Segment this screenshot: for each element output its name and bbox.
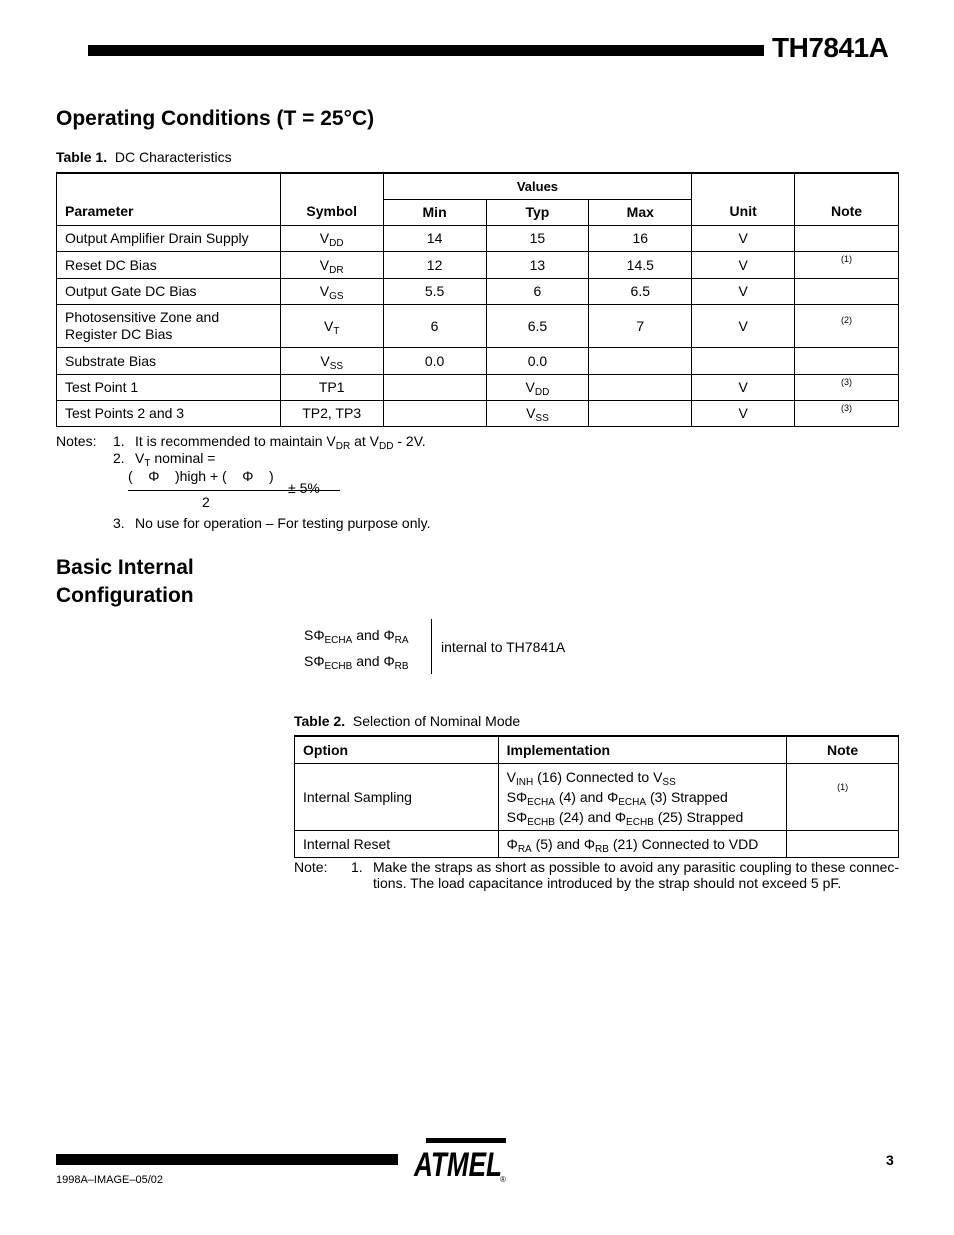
section-heading-operating-conditions: Operating Conditions (T = 25°C) [56, 107, 375, 130]
table-row [57, 400, 899, 426]
header-option: Option [295, 736, 499, 763]
cell-min: 0.0 [383, 347, 486, 374]
cell-symbol: $V_{DR}$ [280, 251, 383, 278]
cell-typ: $V_{DD}$ [486, 374, 589, 400]
note-2: $V_T$ nominal = [135, 450, 216, 469]
note-1: It is recommended to maintain $V_{DR}$ at $V_{DD} - 2V$. [135, 433, 426, 452]
table1-caption-text: DC Characteristics [114, 149, 232, 165]
header-typ: Typ [486, 199, 589, 225]
cell-unit: V [692, 400, 795, 426]
cell-unit: V [692, 304, 795, 347]
cell-parameter: Photosensitive Zone and Register DC Bias [57, 304, 281, 347]
table-row [57, 225, 899, 251]
header-max: Max [589, 199, 692, 225]
cell-note: (2) [795, 304, 899, 347]
note-1-text: Make the straps as short as possible to avoid any parasitic coupling to these connec- tions. The load capacitance introduced by the strap should not exceed 5 pF. [373, 859, 900, 891]
config-line-b: $S\Phi_{ECHB}$ and $\Phi_{RB}$ [304, 653, 409, 672]
cell-implementation: $\Phi_{RA}$ (5) and $\Phi_{RB}$ (21) Connected to VDD [498, 830, 787, 857]
document-code: 1998A–IMAGE–05/02 [56, 1174, 164, 1186]
cell-parameter: Output Gate DC Bias [57, 278, 281, 304]
formula-numerator: ( Φ )high + ( Φ ) [128, 468, 274, 484]
cell-parameter: Reset DC Bias [57, 251, 281, 278]
cell-unit: V [692, 278, 795, 304]
config-divider [431, 619, 432, 674]
cell-unit: V [692, 251, 795, 278]
cell-note: (1) [787, 763, 899, 830]
table1-caption [56, 149, 232, 165]
config-signals [304, 622, 409, 674]
cell-unit: V [692, 374, 795, 400]
cell-option: Internal Reset [295, 830, 499, 857]
header-note: Note [787, 736, 899, 763]
table-row [57, 278, 899, 304]
cell-max [589, 374, 692, 400]
cell-implementation: $V_{INH}$ (16) Connected to $V_{SS}$ $S\Phi_{ECHA}$ (4) and $\Phi_{ECHA}$ (3) Strapped $S\Phi_{ECHB}$ (24) and $\Phi_{ECHB}$ (25) Strapped [498, 763, 787, 830]
cell-typ: 13 [486, 251, 589, 278]
header-note: Note [795, 173, 899, 225]
cell-min [383, 400, 486, 426]
cell-typ: 6 [486, 278, 589, 304]
footer-rule [56, 1154, 398, 1165]
cell-symbol: $V_{DD}$ [280, 225, 383, 251]
cell-parameter: Substrate Bias [57, 347, 281, 374]
page-number: 3 [886, 1152, 894, 1168]
section-heading-basic-internal-configuration: Basic Internal Configuration [56, 556, 194, 607]
cell-unit: V [692, 225, 795, 251]
document-title: TH7841A [772, 32, 889, 63]
table-row [57, 347, 899, 374]
cell-note: (3) [795, 400, 899, 426]
cell-typ: $V_{SS}$ [486, 400, 589, 426]
note-3: No use for operation – For testing purpose only. [135, 515, 431, 531]
svg-text:ATMEL: ATMEL [413, 1146, 502, 1184]
cell-max: 6.5 [589, 278, 692, 304]
cell-note [795, 225, 899, 251]
table-row [57, 251, 899, 278]
header-unit: Unit [692, 173, 795, 225]
cell-typ: 0.0 [486, 347, 589, 374]
cell-note: (3) [795, 374, 899, 400]
table1-notes: Notes: 1. It is recommended to maintain $V_{DR}$ at $V_{DD} - 2V$. 2. $V_T$ nominal = ( Φ )high + ( Φ ) 2 ± 5% 3. No use for operation – For testing purpose only. [56, 433, 431, 531]
cell-parameter: Output Amplifier Drain Supply [57, 225, 281, 251]
cell-min: 6 [383, 304, 486, 347]
note-label: Note: [294, 859, 328, 875]
cell-min: 14 [383, 225, 486, 251]
formula [56, 467, 430, 513]
cell-symbol: $V_{SS}$ [280, 347, 383, 374]
table1-caption-label: Table 1. [56, 149, 108, 165]
table2-caption-label: Table 2. [294, 713, 346, 729]
table2-caption-text: Selection of Nominal Mode [352, 713, 521, 729]
table-row [295, 830, 899, 857]
table-row [295, 763, 899, 830]
cell-note [795, 347, 899, 374]
header-symbol: Symbol [280, 173, 383, 225]
table2-notes: Note: 1. Make the straps as short as possible to avoid any parasitic coupling to these connec- tions. The load capacitance introduced by the strap should not exceed 5 pF. [294, 859, 900, 891]
formula-tolerance: ± 5% [288, 480, 320, 496]
cell-typ: 15 [486, 225, 589, 251]
cell-typ: 6.5 [486, 304, 589, 347]
table-row [57, 374, 899, 400]
cell-min: 12 [383, 251, 486, 278]
cell-parameter: Test Point 1 [57, 374, 281, 400]
svg-text:®: ® [500, 1175, 506, 1184]
cell-symbol: $V_{GS}$ [280, 278, 383, 304]
nominal-mode-table [294, 735, 899, 858]
dc-characteristics-table [56, 172, 899, 427]
cell-note [795, 278, 899, 304]
cell-unit [692, 347, 795, 374]
cell-min: 5.5 [383, 278, 486, 304]
header-min: Min [383, 199, 486, 225]
cell-max [589, 347, 692, 374]
cell-note [787, 830, 899, 857]
cell-symbol: TP1 [280, 374, 383, 400]
cell-max [589, 400, 692, 426]
cell-note: (1) [795, 251, 899, 278]
cell-max: 14.5 [589, 251, 692, 278]
table-row [57, 304, 899, 347]
notes-label: Notes: [56, 433, 97, 449]
cell-min [383, 374, 486, 400]
cell-parameter: Test Points 2 and 3 [57, 400, 281, 426]
header-parameter: Parameter [57, 173, 281, 225]
formula-denominator: 2 [202, 494, 210, 510]
cell-max: 7 [589, 304, 692, 347]
config-description: internal to TH7841A [441, 639, 566, 655]
atmel-logo [410, 1136, 510, 1189]
config-line-a: $S\Phi_{ECHA}$ and $\Phi_{RA}$ [304, 627, 409, 646]
cell-symbol: $V_T$ [280, 304, 383, 347]
table2-caption [294, 713, 520, 729]
header-rule [88, 45, 764, 56]
cell-max: 16 [589, 225, 692, 251]
cell-symbol: TP2, TP3 [280, 400, 383, 426]
cell-option: Internal Sampling [295, 763, 499, 830]
header-values: Values [383, 173, 692, 199]
header-implementation: Implementation [498, 736, 787, 763]
